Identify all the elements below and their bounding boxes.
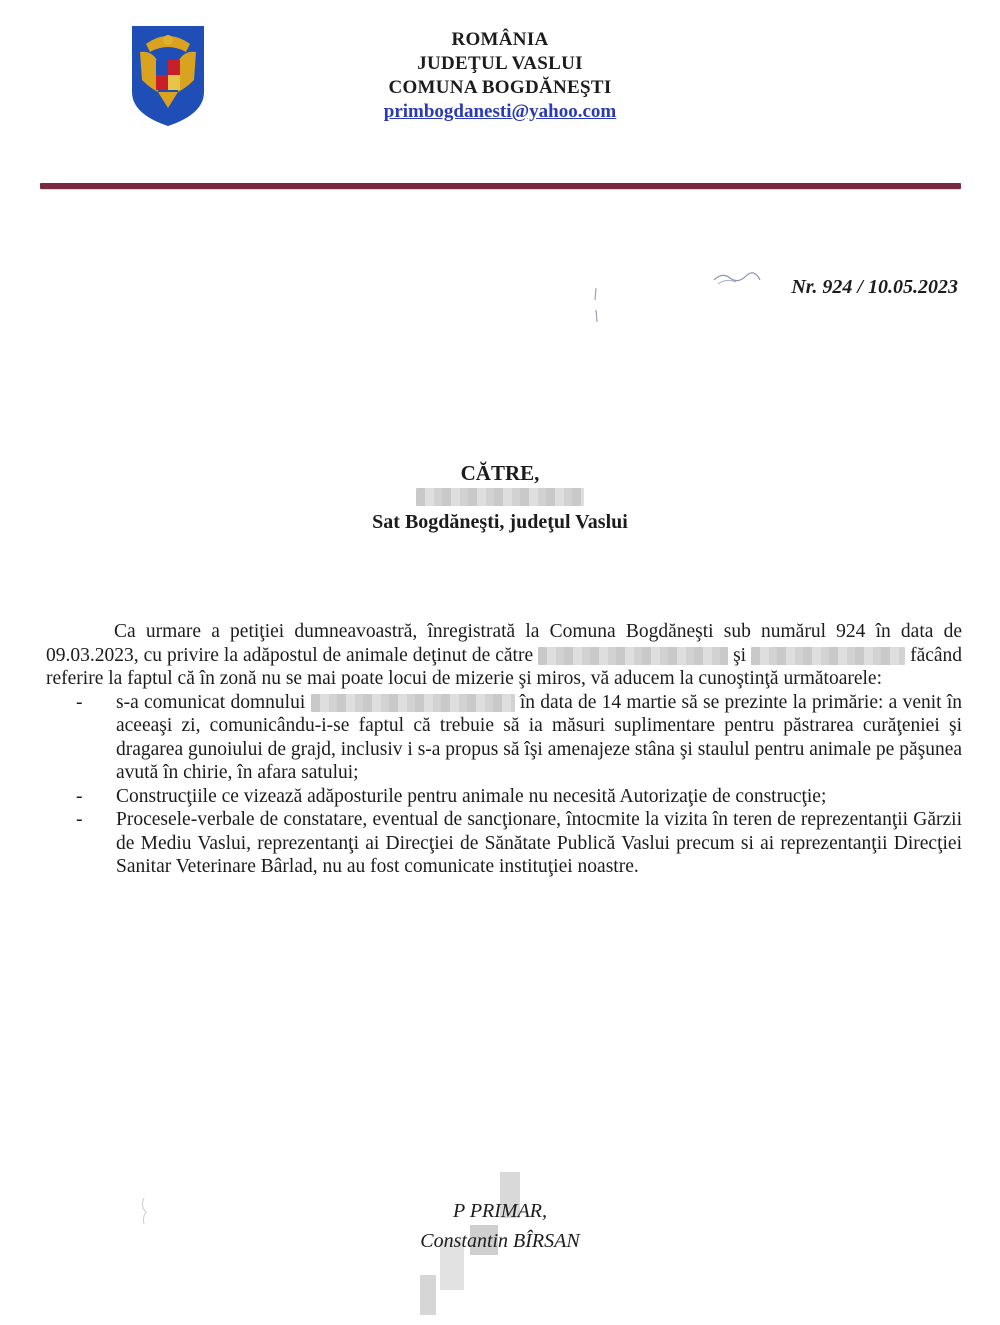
redacted-name — [311, 694, 515, 712]
redacted-name — [300, 488, 700, 506]
email-link[interactable]: primbogdanesti@yahoo.com — [383, 101, 617, 122]
letterhead — [300, 28, 700, 124]
romanian-coat-of-arms-icon — [128, 22, 208, 128]
commune-name: COMUNA BOGDĂNEŞTI — [388, 77, 612, 98]
addressee-location: Sat Bogdăneşti, judeţul Vaslui — [372, 511, 628, 534]
redacted-signature — [420, 1275, 436, 1315]
stamp-mark — [134, 1196, 154, 1226]
signature-block — [380, 1196, 620, 1256]
header-divider — [40, 183, 961, 189]
addressee-block — [300, 458, 700, 536]
stamp-mark — [712, 268, 762, 288]
county-name: JUDEŢUL VASLUI — [417, 53, 583, 74]
list-item: - Construcţiile ce vizează adăposturile pentru animale nu necesită Autorizaţie de construcţie; — [76, 785, 827, 807]
registration-number: Nr. 924 / 10.05.2023 — [791, 276, 958, 298]
list-item: - s-a comunicat domnului în data de 14 martie să se prezinte la primărie: a venit în aceeaşi zi, comunicându-i-se faptul că trebuie să ia măsuri suplimentare pentru păstrarea curăţeniei şi dragarea gunoiului de grajd, inclusiv i s-a propus să îşi amenajeze stâna şi staulul pentru animale pe păşunea avută în chirie, în afara satului; — [76, 691, 963, 783]
list-item: - Procesele-verbale de constatare, eventual de sancţionare, întocmite la vizita în teren de reprezentanţii Gărzii de Mediu Vaslui, reprezentanţi ai Direcţiei de Sănătate Publică Vaslui precum si ai reprezentanţii Direcţiei Sanitar Veterinare Bârlad, nu au fost comunicate instituţiei noastre. — [76, 809, 962, 877]
intro-paragraph: Ca urmare a petiţiei dumneavoastră, înregistrată la Comuna Bogdăneşti sub numărul 924 în data de 09.03.2023, cu privire la adăpostul de animale deţinut de către şi făcând referire la faptul că în zonă nu se mai poate locui de mizerie şi miros, vă aducem la cunoştinţă următoarele: — [46, 621, 963, 689]
country-name: ROMÂNIA — [451, 29, 549, 50]
signatory-title: P PRIMAR, — [452, 1200, 548, 1222]
redacted-name — [538, 647, 728, 665]
findings-list — [46, 691, 962, 879]
stamp-mark — [590, 286, 602, 326]
to-label: CĂTRE, — [460, 461, 540, 485]
signatory-name: Constantin BÎRSAN — [420, 1230, 580, 1252]
redacted-name — [751, 647, 905, 665]
letter-body — [46, 620, 962, 879]
